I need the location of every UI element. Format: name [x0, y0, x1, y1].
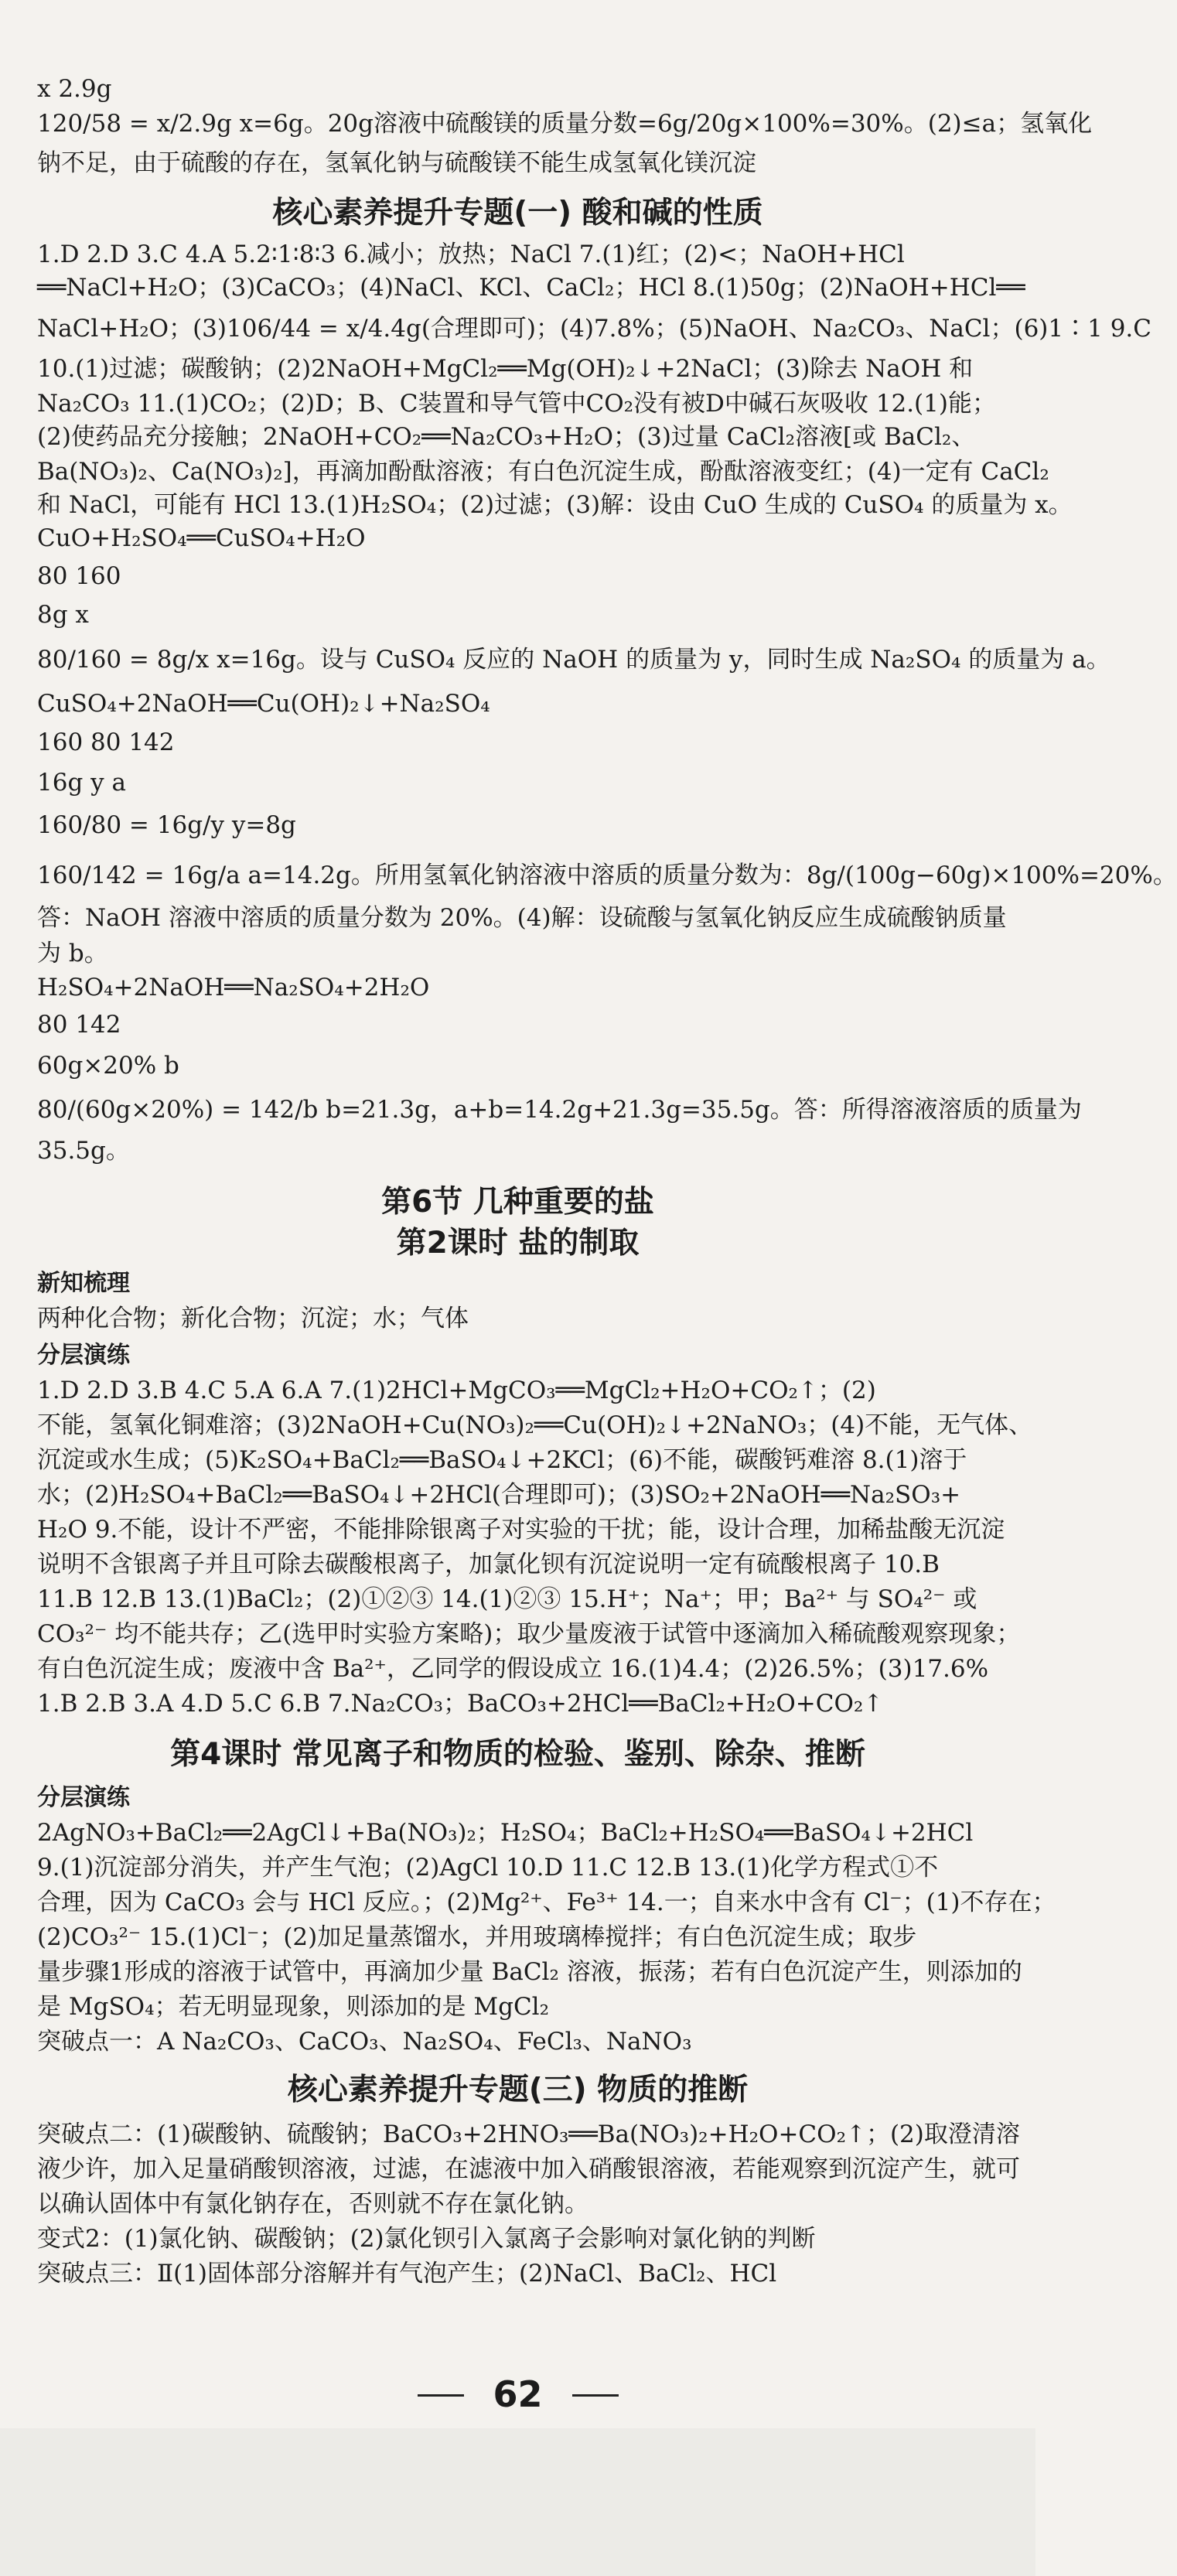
text-line: 80 142 — [37, 1011, 121, 1039]
text-line: 突破点一：A Na₂CO₃、CaCO₃、Na₂SO₄、FeCl₃、NaNO₃ — [37, 2028, 692, 2056]
section-title: 核心素养提升专题(一) 酸和碱的性质 — [272, 196, 763, 230]
text-line: 35.5g。 — [37, 1137, 130, 1165]
page-number-dash-right — [572, 2394, 619, 2397]
text-line: 以确认固体中有氯化钠存在，否则就不存在氯化钠。 — [37, 2190, 588, 2218]
text-line: 沉淀或水生成；(5)K₂SO₄+BaCl₂══BaSO₄↓+2KCl；(6)不能，碳酸钙难溶 8.(1)溶于 — [37, 1446, 967, 1474]
text-line: x 2.9g — [37, 75, 112, 103]
text-line: 量步骤1形成的溶液于试管中，再滴加少量 BaCl₂ 溶液，振荡；若有白色沉淀产生，则添加的 — [37, 1958, 1022, 1986]
text-line: 80/160 = 8g/x x=16g。设与 CuSO₄ 反应的 NaOH 的质量为 y，同时生成 Na₂SO₄ 的质量为 a。 — [37, 646, 1110, 674]
text-line: 钠不足，由于硫酸的存在，氢氧化钠与硫酸镁不能生成氢氧化镁沉淀 — [37, 149, 756, 177]
text-line: 80/(60g×20%) = 142/b b=21.3g，a+b=14.2g+21.3g=35.5g。答：所得溶液溶质的质量为 — [37, 1096, 1082, 1124]
text-line: 60g×20% b — [37, 1052, 179, 1080]
text-line: 是 MgSO₄；若无明显现象，则添加的是 MgCl₂ — [37, 1993, 550, 2021]
text-line: 80 160 — [37, 562, 121, 590]
text-line: 说明不含银离子并且可除去碳酸根离子，加氯化钡有沉淀说明一定有硫酸根离子 10.B — [37, 1551, 940, 1578]
text-line: 变式2：(1)氯化钠、碳酸钠；(2)氯化钡引入氯离子会影响对氯化钠的判断 — [37, 2225, 816, 2253]
section-title: 核心素养提升专题(三) 物质的推断 — [287, 2073, 749, 2107]
text-line: 160/142 = 16g/a a=14.2g。所用氢氧化钠溶液中溶质的质量分数为：8g/(100g−60g)×100%=20%。 — [37, 862, 1177, 889]
text-line: 合理，因为 CaCO₃ 会与 HCl 反应。；(2)Mg²⁺、Fe³⁺ 14.一；自来水中含有 Cl⁻；(1)不存在； — [37, 1888, 1056, 1916]
section-title: 第4课时 常见离子和物质的检验、鉴别、除杂、推断 — [170, 1737, 865, 1772]
text-line: Na₂CO₃ 11.(1)CO₂；(2)D；B、C装置和导气管中CO₂没有被D中碱石灰吸收 12.(1)能； — [37, 390, 996, 418]
text-line: CO₃²⁻ 均不能共存；乙(选甲时实验方案略)；取少量废液于试管中逐滴加入稀硫酸观察现象； — [37, 1620, 1021, 1648]
subsection-label: 新知梳理 — [37, 1270, 130, 1297]
text-line: 为 b。 — [37, 940, 108, 967]
text-line: Ba(NO₃)₂、Ca(NO₃)₂]，再滴加酚酞溶液；有白色沉淀生成，酚酞溶液变红；(4)一定有 CaCl₂ — [37, 458, 1049, 486]
text-line: 160 80 142 — [37, 728, 175, 756]
text-line: 不能，氢氧化铜难溶；(3)2NaOH+Cu(NO₃)₂══Cu(OH)₂↓+2NaNO₃；(4)不能，无气体、 — [37, 1411, 1033, 1439]
text-line: (2)CO₃²⁻ 15.(1)Cl⁻；(2)加足量蒸馏水，并用玻璃棒搅拌；有白色沉淀生成；取步 — [37, 1923, 917, 1951]
text-line: 1.D 2.D 3.C 4.A 5.2∶1∶8∶3 6.减小；放热；NaCl 7.(1)红；(2)<；NaOH+HCl — [37, 241, 905, 268]
text-line: ══NaCl+H₂O；(3)CaCO₃；(4)NaCl、KCl、CaCl₂；HCl 8.(1)50g；(2)NaOH+HCl══ — [37, 274, 1025, 302]
section-title: 第6节 几种重要的盐 — [381, 1185, 654, 1220]
text-line: 答：NaOH 溶液中溶质的质量分数为 20%。(4)解：设硫酸与氢氧化钠反应生成硫酸钠质量 — [37, 904, 1007, 932]
page-bottom-margin — [0, 2428, 1035, 2576]
page-number: 62 — [493, 2373, 543, 2415]
text-line: H₂SO₄+2NaOH══Na₂SO₄+2H₂O — [37, 974, 430, 1001]
text-line: 两种化合物；新化合物；沉淀；水；气体 — [37, 1305, 469, 1332]
text-line: 16g y a — [37, 769, 126, 797]
text-line: H₂O 9.不能，设计不严密，不能排除银离子对实验的干扰；能，设计合理，加稀盐酸无沉淀 — [37, 1516, 1005, 1544]
text-line: 突破点三：Ⅱ(1)固体部分溶解并有气泡产生；(2)NaCl、BaCl₂、HCl — [37, 2260, 777, 2288]
text-line: 有白色沉淀生成；废液中含 Ba²⁺，乙同学的假设成立 16.(1)4.4；(2)26.5%；(3)17.6% — [37, 1655, 989, 1683]
text-line: 和 NaCl，可能有 HCl 13.(1)H₂SO₄；(2)过滤；(3)解：设由 CuO 生成的 CuSO₄ 的质量为 x。 — [37, 491, 1073, 519]
text-line: 1.B 2.B 3.A 4.D 5.C 6.B 7.Na₂CO₃；BaCO₃+2HCl══BaCl₂+H₂O+CO₂↑ — [37, 1690, 884, 1718]
subsection-label: 分层演练 — [37, 1784, 130, 1811]
text-line: 11.B 12.B 13.(1)BaCl₂；(2)①②③ 14.(1)②③ 15.H⁺；Na⁺；甲；Ba²⁺ 与 SO₄²⁻ 或 — [37, 1585, 977, 1613]
text-line: 8g x — [37, 601, 89, 629]
text-line: 水；(2)H₂SO₄+BaCl₂══BaSO₄↓+2HCl(合理即可)；(3)SO₂+2NaOH══Na₂SO₃+ — [37, 1481, 961, 1509]
text-line: 1.D 2.D 3.B 4.C 5.A 6.A 7.(1)2HCl+MgCO₃══MgCl₂+H₂O+CO₂↑；(2) — [37, 1377, 876, 1404]
text-line: 2AgNO₃+BaCl₂══2AgCl↓+Ba(NO₃)₂；H₂SO₄；BaCl₂+H₂SO₄══BaSO₄↓+2HCl — [37, 1819, 974, 1847]
text-line: 160/80 = 16g/y y=8g — [37, 811, 296, 839]
text-line: CuO+H₂SO₄══CuSO₄+H₂O — [37, 524, 366, 552]
subsection-label: 分层演练 — [37, 1342, 130, 1369]
text-line: CuSO₄+2NaOH══Cu(OH)₂↓+Na₂SO₄ — [37, 690, 490, 718]
text-line: NaCl+H₂O；(3)106/44 = x/4.4g(合理即可)；(4)7.8%；(5)NaOH、Na₂CO₃、NaCl；(6)1∶1 9.C — [37, 315, 1151, 343]
section-subtitle: 第2课时 盐的制取 — [396, 1226, 640, 1261]
text-line: 9.(1)沉淀部分消失，并产生气泡；(2)AgCl 10.D 11.C 12.B 13.(1)化学方程式①不 — [37, 1854, 939, 1882]
text-line: 突破点二：(1)碳酸钠、硫酸钠；BaCO₃+2HNO₃══Ba(NO₃)₂+H₂O+CO₂↑；(2)取澄清溶 — [37, 2121, 1020, 2148]
text-line: 10.(1)过滤；碳酸钠；(2)2NaOH+MgCl₂══Mg(OH)₂↓+2NaCl；(3)除去 NaOH 和 — [37, 355, 974, 383]
text-line: 120/58 = x/2.9g x=6g。20g溶液中硫酸镁的质量分数=6g/20g×100%=30%。(2)≤a；氢氧化 — [37, 110, 1093, 138]
text-line: (2)使药品充分接触；2NaOH+CO₂══Na₂CO₃+H₂O；(3)过量 CaCl₂溶液[或 BaCl₂、 — [37, 423, 976, 451]
text-line: 液少许，加入足量硝酸钡溶液，过滤，在滤液中加入硝酸银溶液，若能观察到沉淀产生，就可 — [37, 2155, 1020, 2183]
